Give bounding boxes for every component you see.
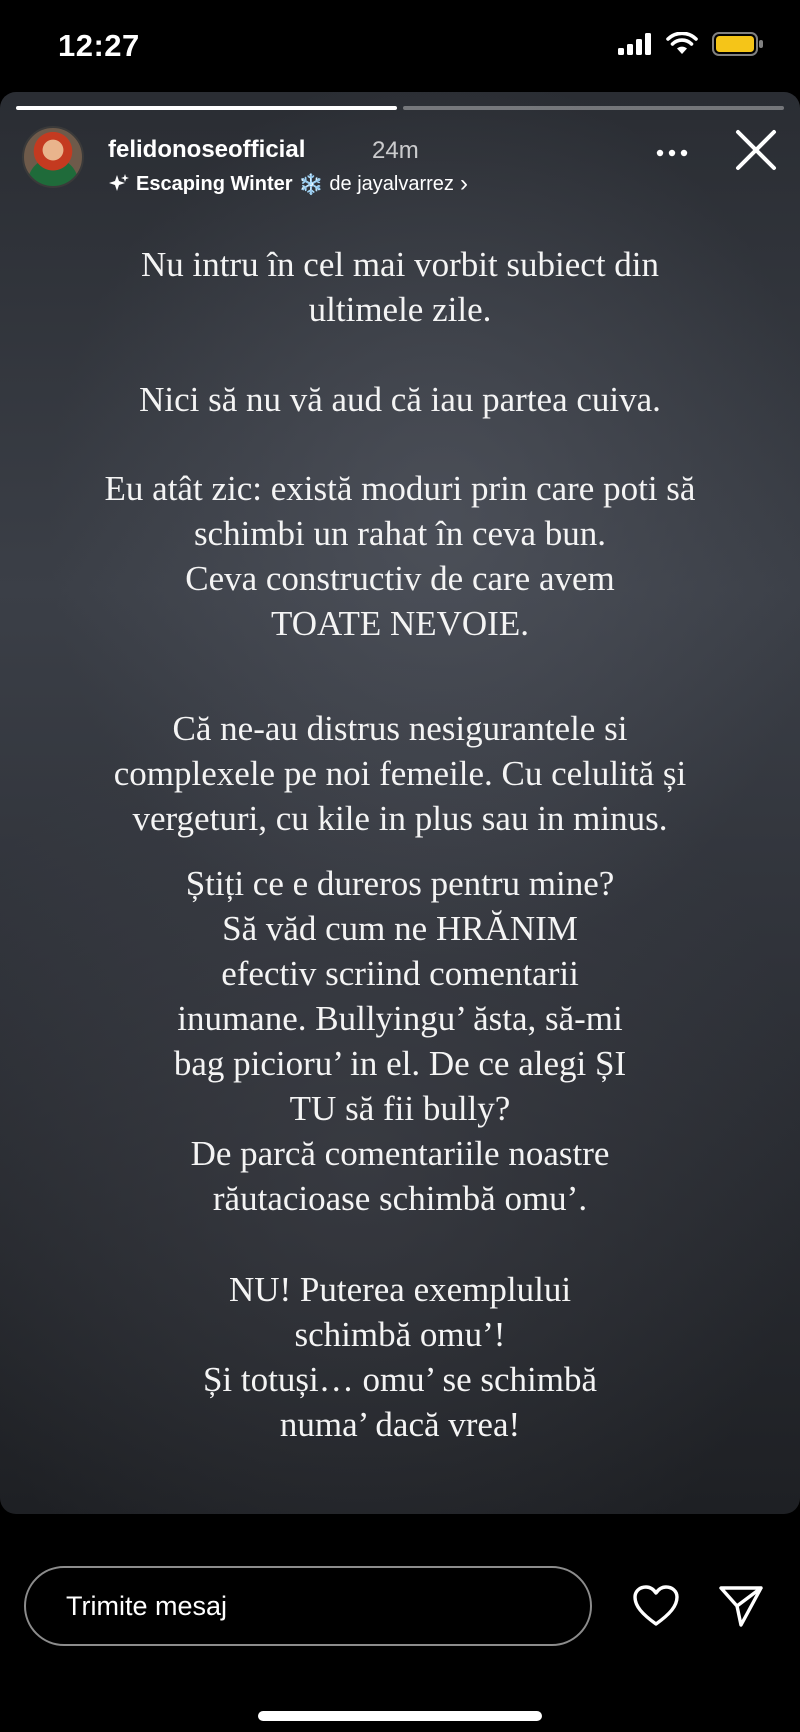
progress-segment [16, 106, 397, 110]
message-input[interactable]: Trimite mesaj [24, 1566, 592, 1646]
song-title: Escaping Winter [136, 172, 293, 195]
send-button[interactable] [718, 1584, 764, 1628]
username[interactable]: felidonoseofficial [108, 136, 306, 163]
chevron-right-icon: › [459, 170, 468, 197]
more-options-button[interactable] [652, 138, 692, 168]
reply-bar [0, 1514, 800, 1732]
story-paragraph: NU! Puterea exemplului schimbă omu’! Și totuși… omu’ se schimbă numa’ dacă vrea! [202, 1270, 598, 1444]
progress-fill [16, 106, 397, 110]
signal-icon [618, 33, 652, 55]
avatar[interactable] [22, 126, 84, 188]
battery-icon [712, 32, 764, 56]
sparkle-icon [108, 173, 130, 195]
close-button[interactable] [734, 128, 778, 172]
story-paragraph: Eu atât zic: există moduri prin care poti să schimbi un rahat în ceva bun. Ceva constructiv de care avem TOATE NEVOIE. [104, 469, 696, 643]
progress-segment [403, 106, 784, 110]
snowflake-icon: ❄️ [298, 173, 324, 196]
story-progress [16, 106, 784, 110]
send-icon [718, 1584, 764, 1628]
song-artist: de jayalvarrez [329, 172, 454, 195]
home-indicator[interactable] [258, 1711, 542, 1721]
story-header [22, 126, 778, 196]
close-icon [734, 128, 778, 172]
like-button[interactable] [632, 1584, 680, 1628]
ellipsis-icon [656, 149, 688, 157]
music-sticker[interactable] [108, 170, 468, 198]
status-time: 12:27 [58, 28, 140, 63]
story-paragraph: Nu intru în cel mai vorbit subiect din ultimele zile. [140, 245, 660, 329]
story-paragraph: Știți ce e dureros pentru mine? Să văd cum ne HRĂNIM efectiv scriind comentarii inumane. Bullyingu’ ăsta, să-mi bag picioru’ in el. De ce alegi ȘI TU să fii bully? De parcă comentariile noastre răutacioase schimbă omu’. [173, 864, 627, 1218]
status-bar [0, 0, 800, 92]
heart-icon [632, 1584, 680, 1628]
story-paragraph: Nici să nu vă aud că iau partea cuiva. [139, 380, 661, 419]
time-ago: 24m [372, 137, 419, 164]
story-card[interactable] [0, 92, 800, 1514]
status-icons [618, 32, 764, 56]
story-text [30, 242, 770, 1447]
story-paragraph: Că ne-au distrus nesigurantele si complexele pe noi femeile. Cu celulită și vergeturi, cu kile in plus sau in minus. [113, 709, 687, 838]
wifi-icon [666, 32, 698, 56]
